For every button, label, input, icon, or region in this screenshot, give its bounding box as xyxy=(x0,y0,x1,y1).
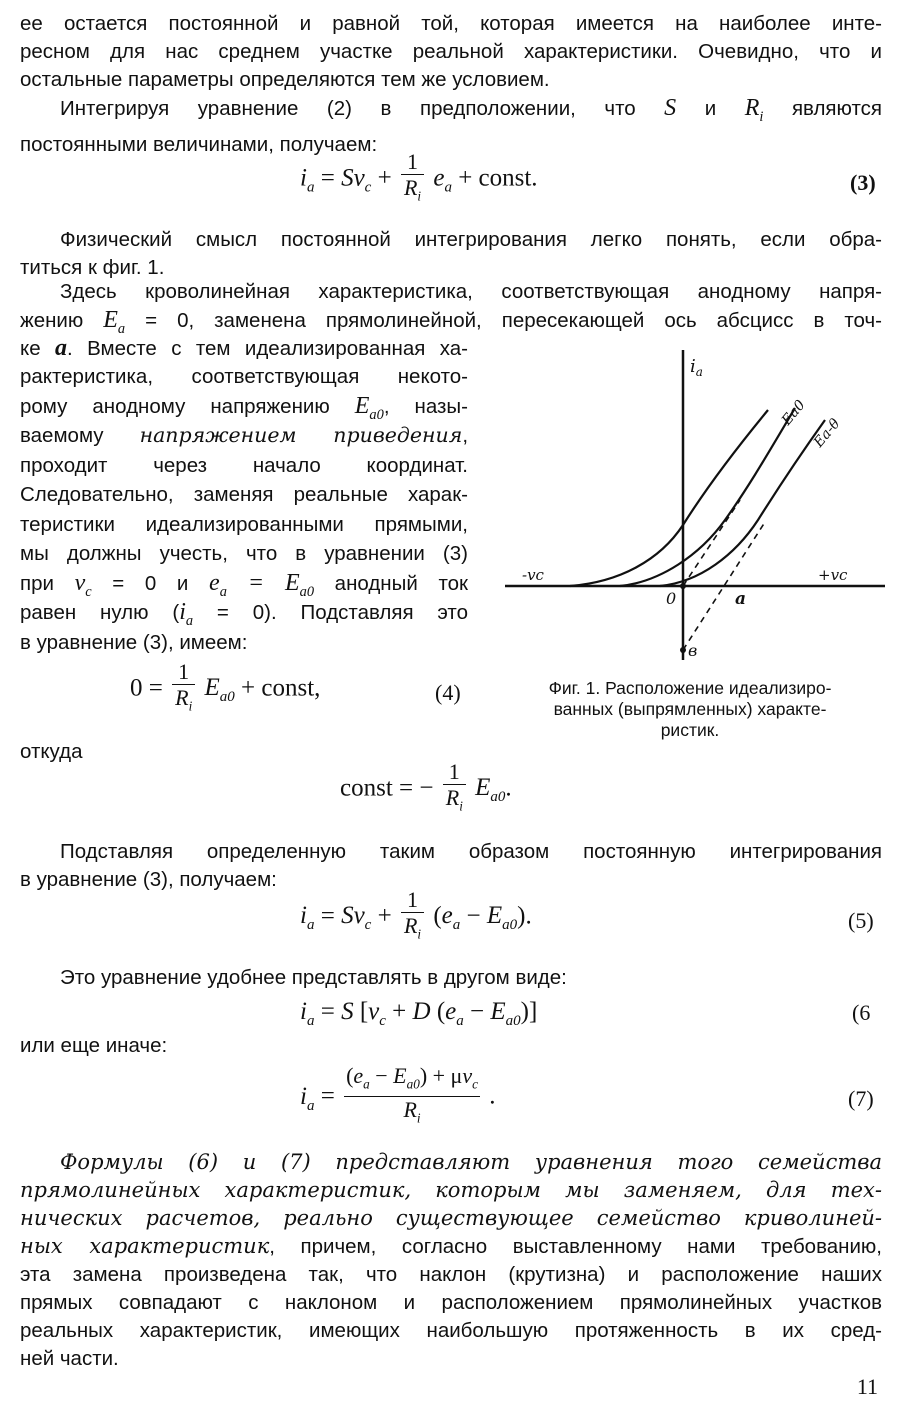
paragraph-1 xyxy=(20,10,882,94)
text-line: нических расчетов, реально существующее семейство криволиней- xyxy=(20,1206,882,1230)
eq-symbol: v xyxy=(353,164,365,192)
equation-number-6: (6 xyxy=(852,1000,871,1025)
text-line: жению $E_a = 0$, заменена прямолинейной, пересекающей ось абсцисс в точ- xyxy=(20,307,882,337)
eq-fraction xyxy=(401,150,424,209)
text-line: рактеристика, соответствующая некото- xyxy=(20,365,468,388)
text-line: постоянными величинами, получаем: xyxy=(20,132,378,156)
text-line: теристики идеализированными прямыми, xyxy=(20,512,468,536)
equation-5: $i_a = Sv_c$ + $\frac{1}{R_i}$ $(e_a - E_{a0})$. xyxy=(300,888,532,947)
text-span: = 0, заменена прямолинейной, пересекающей ось абсцисс в точ- xyxy=(145,309,882,332)
equation-number-5: (5) xyxy=(848,908,874,933)
eq-tail: + const. xyxy=(458,164,538,192)
text-span: Интегрируя уравнение (2) в предположении, что xyxy=(60,97,636,120)
text-line: ваемому напряжением приведения, xyxy=(20,423,469,447)
otkuda-text xyxy=(20,738,220,766)
label-point-b: в xyxy=(688,641,698,660)
label-ea0: Ea0 xyxy=(778,397,809,429)
label-origin: 0 xyxy=(666,589,677,608)
paragraph-7 xyxy=(20,1148,882,1373)
curve-ea0 xyxy=(620,408,795,586)
text-line: мы должны учесть, что в уравнении (3) xyxy=(20,542,468,565)
text-line: рому анодному напряжению $E_{a0}$, назы- xyxy=(20,392,468,423)
text-line: ресном для нас среднем участке реальной характеристики. Очевидно, что и xyxy=(20,40,882,63)
text-line: реальных характеристик, имеющих наибольшую протяженность в их сред- xyxy=(20,1319,882,1342)
label-ea-theta: Ea-θ xyxy=(810,415,844,451)
text-line: откуда xyxy=(20,740,83,763)
figure-caption xyxy=(500,678,880,741)
text-line: прямолинейных характеристик, которым мы заменяем, для тех- xyxy=(20,1178,882,1202)
label-plus-vc: +vc xyxy=(818,566,848,584)
text-span: и xyxy=(704,97,717,120)
label-ia: i xyxy=(690,356,696,377)
text-line: Формулы (6) и (7) представляют уравнения того семейства xyxy=(60,1150,882,1174)
text-line: ных характеристик, причем, согласно выставленному нами требованию, xyxy=(20,1234,882,1258)
label-ia-sub: a xyxy=(695,365,703,379)
text-line: в уравнение (3), имеем: xyxy=(20,630,248,654)
eq-operator: + xyxy=(377,164,392,192)
eq-lhs: const = − xyxy=(340,774,434,802)
text-span: жению xyxy=(20,309,84,332)
equation-const: const = − $\frac{1}{R_i}$ $E_{a0}$. xyxy=(340,760,512,819)
paragraph-5 xyxy=(20,838,882,894)
text-line: проходит через начало координат. xyxy=(20,453,468,477)
equation-number-3: (3) xyxy=(850,170,876,195)
caption-line: ристик. xyxy=(660,720,720,740)
text-line: ее остается постоянной и равной той, которая имеется на наиболее инте- xyxy=(20,12,882,35)
eq-tail: . xyxy=(489,1082,496,1110)
eq-fraction: $\frac{(e_a - E_{a0}) + \mu v_c}{R_i}$ xyxy=(344,1064,480,1132)
equation-3 xyxy=(300,150,538,209)
paragraph-4-cont xyxy=(20,334,468,363)
frac-denominator: $R_i$ xyxy=(401,174,424,209)
curve-ea0-left xyxy=(570,410,768,586)
eq-fraction: $\frac{1}{R_i}$ xyxy=(401,888,424,947)
eq-subscript: a xyxy=(306,179,315,196)
text-line: в уравнение (3), получаем: xyxy=(20,868,277,891)
text-line: прямых совпадают с наклоном и расположением прямолинейных участков xyxy=(20,1291,882,1314)
text-line: при $v_c = 0$ и $e_a = E_{a0}$ анодный ток xyxy=(20,569,468,600)
frac-numerator: 1 xyxy=(407,149,419,174)
text-span: . Вместе с тем идеализированная ха- xyxy=(67,337,468,360)
ili-text xyxy=(20,1032,320,1060)
eq-subscript: a xyxy=(444,179,452,196)
caption-line: Фиг. 1. Расположение идеализиро- xyxy=(548,678,832,698)
text-line: Интегрируя уравнение (2) в предположении, что S и $R_i$ являются xyxy=(60,95,882,125)
svg-text:ia xyxy=(690,356,703,379)
text-line: Здесь кроволинейная характеристика, соответствующая анодному напря- xyxy=(60,280,882,303)
text-line: ней части. xyxy=(20,1347,119,1370)
eq-symbol: S xyxy=(341,164,354,192)
equation-number-7: (7) xyxy=(848,1086,874,1111)
text-line: равен нулю $(i_a = 0)$. Подставляя это xyxy=(20,599,468,629)
eq-lhs: 0 = xyxy=(130,674,163,702)
text-line: Следовательно, заменяя реальные харак- xyxy=(20,483,468,506)
point-b xyxy=(680,647,686,653)
text-line: Физический смысл постоянной интегрирования легко понять, если обра- xyxy=(60,228,882,251)
point-a-ref: a xyxy=(55,335,67,361)
label-point-a: a xyxy=(735,589,747,609)
eq-operator: = xyxy=(320,164,335,192)
caption-line: ванных (выпрямленных) характе- xyxy=(553,699,827,719)
text-span: являются xyxy=(791,97,882,120)
text-line: Подставляя определенную таким образом постоянную интегрирования xyxy=(60,840,882,863)
equation-6: $i_a = S$ [$v_c + D$ $(e_a - E_{a0})$] xyxy=(300,998,538,1029)
paragraph-3 xyxy=(20,226,882,282)
eq-fraction: $\frac{1}{R_i}$ xyxy=(443,760,466,819)
text-span: ке xyxy=(20,337,41,360)
text-line: титься к фиг. 1. xyxy=(20,256,165,279)
equation-7: $i_a$ = $\frac{(e_a - E_{a0}) + \mu v_c}{R_i}$ . xyxy=(300,1064,495,1132)
text-line: эта замена произведена так, что наклон (крутизна) и расположение наших xyxy=(20,1263,882,1286)
paragraph-6 xyxy=(20,964,882,992)
equation-number-4: (4) xyxy=(435,680,461,705)
equation-4: 0 = $\frac{1}{R_i}$ $E_{a0}$ + const, xyxy=(130,660,320,719)
eq-symbol: i xyxy=(300,164,307,192)
eq-symbol: e xyxy=(433,164,445,192)
figure-1-diagram xyxy=(500,340,890,670)
text-line: или еще иначе: xyxy=(20,1034,168,1057)
text-line xyxy=(20,334,468,363)
eq-subscript: c xyxy=(364,179,372,196)
eq-fraction: $\frac{1}{R_i}$ xyxy=(172,660,195,719)
origin-point xyxy=(680,583,686,589)
label-minus-vc: -vc xyxy=(522,566,544,584)
text-line: остальные параметры определяются тем же условием. xyxy=(20,68,550,91)
text-line: Это уравнение удобнее представлять в другом виде: xyxy=(60,966,567,989)
page-number: 11 xyxy=(856,1374,878,1399)
wrapped-text xyxy=(20,362,468,657)
eq-tail: + const, xyxy=(241,674,321,702)
